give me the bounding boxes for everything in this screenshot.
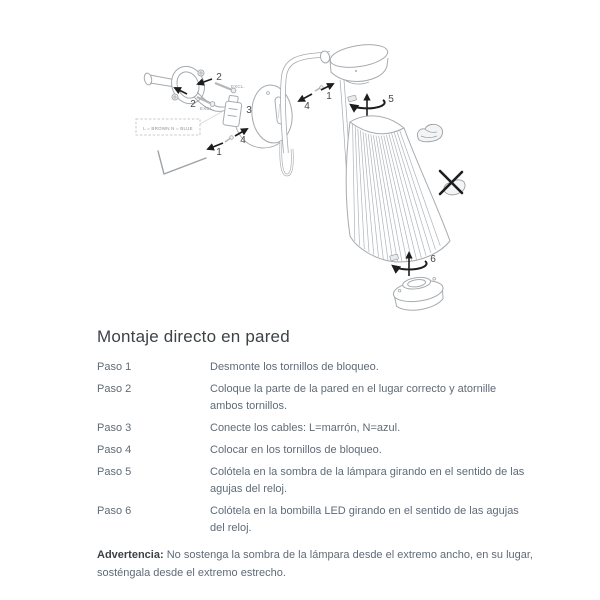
step-label: Paso 1	[97, 361, 132, 374]
led-bulb	[392, 274, 446, 313]
top-cap	[319, 41, 389, 84]
step-row-5	[97, 464, 545, 498]
marker-6: 6	[430, 254, 436, 265]
step-label: Paso 4	[97, 444, 132, 457]
step-label: Paso 6	[97, 505, 132, 518]
step-label: Paso 2	[97, 383, 132, 396]
mount-screw-lower	[225, 136, 233, 142]
arrow-step4-upper	[299, 94, 312, 101]
warning-label: Advertencia:	[97, 549, 164, 562]
step-row-6	[97, 503, 545, 537]
step-label: Paso 5	[97, 466, 132, 479]
step-row-2	[97, 381, 545, 415]
rotate-clockwise-icon-5	[348, 95, 385, 117]
marker-5: 5	[388, 94, 394, 105]
wall-plate	[249, 83, 295, 145]
steps-table	[97, 359, 545, 537]
step-label: Paso 3	[97, 422, 132, 435]
step-text: Colocar en los tornillos de bloqueo.	[210, 444, 382, 457]
hand-hold-icon	[417, 124, 442, 141]
page-title: Montaje directo en pared	[97, 327, 290, 346]
step-row-1	[97, 359, 545, 376]
excl-label-upper: EXCL.	[231, 84, 246, 89]
step-row-3	[97, 420, 545, 437]
step-text: Coloque la parte de la pared en el lugar correcto y atornille ambos tornillos.	[210, 383, 497, 413]
wire-code-text: L = BROWN N = BLUE	[143, 125, 193, 131]
step-row-4	[97, 442, 545, 459]
step-text: Colótela en la sombra de la lámpara girando en el sentido de las agujas del reloj.	[210, 466, 525, 496]
warning-note	[97, 546, 537, 582]
wire-color-label	[136, 109, 227, 135]
step-text: Desmonte los tornillos de bloqueo.	[210, 361, 379, 374]
warning-body: No sostenga la sombra de la lámpara desde el extremo ancho, en su lugar, sosténgala desde el extremo estrecho.	[97, 549, 533, 580]
marker-3: 3	[246, 105, 252, 116]
marker-2b: 2	[190, 99, 196, 110]
no-hold-icon	[440, 171, 465, 195]
clamp-bracket	[143, 61, 231, 111]
marker-4a: 4	[240, 135, 246, 146]
excl-label-lower: EXCL.	[200, 106, 215, 111]
marker-2a: 2	[216, 72, 222, 83]
allen-key	[158, 151, 206, 174]
step-text: Conecte los cables: L=marrón, N=azul.	[210, 422, 401, 435]
marker-1b: 1	[326, 91, 332, 102]
step-text: Colótela en la bombilla LED girando en el sentido de las agujas del reloj.	[210, 505, 519, 535]
marker-1a: 1	[216, 147, 222, 158]
lock-screw-lower	[197, 97, 215, 106]
marker-4b: 4	[304, 101, 310, 112]
instructions-section	[97, 327, 545, 582]
